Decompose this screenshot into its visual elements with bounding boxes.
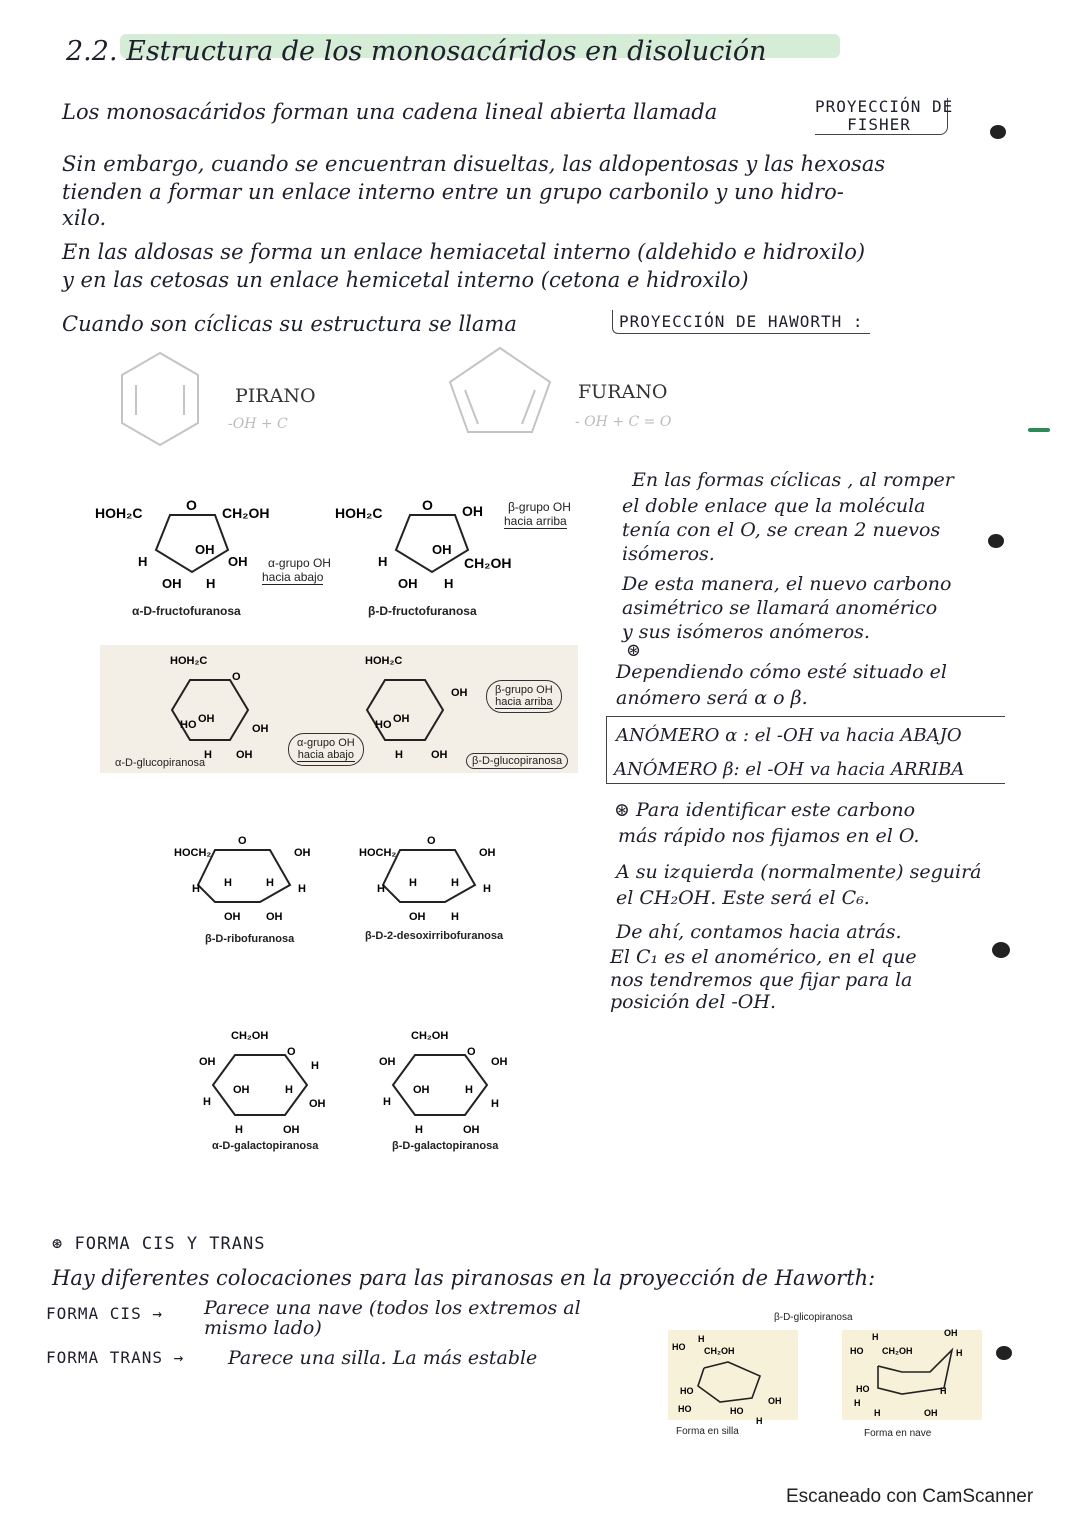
svg-text:HOCH₂: HOCH₂ <box>174 847 212 859</box>
side-note-9: anómero será α o β. <box>616 687 808 709</box>
margin-dot-4 <box>996 1346 1012 1360</box>
svg-text:OH: OH <box>379 1056 396 1068</box>
svg-text:OH: OH <box>479 847 496 859</box>
cis-text-2: mismo lado) <box>204 1317 322 1339</box>
svg-text:OH: OH <box>252 723 269 735</box>
beta-gluco-note-2: hacia arriba <box>495 696 553 708</box>
svg-text:O: O <box>238 835 247 847</box>
svg-text:OH: OH <box>195 542 215 557</box>
svg-text:CH₂OH: CH₂OH <box>231 1030 269 1042</box>
tip-1: ⊛ Para identificar este carbono <box>614 799 916 821</box>
svg-text:O: O <box>422 497 433 513</box>
para2-line-3: xilo. <box>62 206 107 230</box>
svg-text:OH: OH <box>224 911 241 923</box>
svg-text:OH: OH <box>491 1056 508 1068</box>
chair-form-structure <box>668 1328 798 1428</box>
chair-top-label: β-D-glicopiranosa <box>774 1312 853 1323</box>
svg-text:OH: OH <box>236 749 253 761</box>
svg-text:H: H <box>415 1124 423 1135</box>
asterisk-icon: ⊛ <box>626 640 642 661</box>
svg-text:OH: OH <box>199 1056 216 1068</box>
tip-4: el CH₂OH. Este será el C₆. <box>616 887 870 909</box>
svg-text:HO: HO <box>375 719 392 731</box>
margin-dot-3 <box>992 942 1010 958</box>
svg-text:O: O <box>467 1046 476 1058</box>
svg-text:H: H <box>204 749 212 761</box>
svg-text:H: H <box>874 1408 881 1418</box>
svg-text:H: H <box>285 1084 293 1096</box>
svg-text:CH₂OH: CH₂OH <box>222 505 270 521</box>
boat-form-name: Forma en nave <box>864 1428 932 1439</box>
beta-glucopyranose-name: β-D-glucopiranosa <box>466 753 568 769</box>
svg-text:H: H <box>224 877 232 889</box>
svg-text:CH₂OH: CH₂OH <box>411 1030 449 1042</box>
beta-glucopyranose-structure <box>355 650 495 765</box>
svg-text:OH: OH <box>198 713 215 725</box>
svg-text:O: O <box>427 835 436 847</box>
svg-text:H: H <box>940 1386 947 1396</box>
svg-text:OH: OH <box>944 1328 958 1338</box>
svg-text:H: H <box>378 554 388 569</box>
svg-text:H: H <box>483 883 491 895</box>
svg-text:OH: OH <box>162 576 182 590</box>
svg-text:H: H <box>854 1398 861 1408</box>
para3-line-2: y en las cetosas un enlace hemicetal interno (cetona e hidroxilo) <box>62 268 749 292</box>
svg-text:H: H <box>451 877 459 889</box>
svg-text:OH: OH <box>432 542 452 557</box>
svg-text:OH: OH <box>309 1098 326 1110</box>
svg-text:O: O <box>287 1046 296 1058</box>
cis-trans-line-1: Hay diferentes colocaciones para las piranosas en la proyección de Haworth: <box>52 1266 876 1290</box>
svg-text:HOH₂C: HOH₂C <box>335 505 383 521</box>
svg-text:H: H <box>465 1084 473 1096</box>
haworth-box: PROYECCIÓN DE HAWORTH : <box>612 310 870 334</box>
pyran-label: PIRANO <box>235 385 316 407</box>
tip-2: más rápido nos fijamos en el O. <box>618 825 920 847</box>
alpha-galactopyranose-name: α-D-galactopiranosa <box>212 1140 319 1152</box>
svg-text:H: H <box>383 1096 391 1108</box>
beta-galactopyranose-name: β-D-galactopiranosa <box>392 1140 499 1152</box>
svg-text:H: H <box>311 1060 319 1072</box>
pyran-ring <box>110 345 210 460</box>
svg-text:H: H <box>298 883 306 895</box>
boat-form-structure <box>842 1322 982 1422</box>
svg-text:HO: HO <box>678 1404 692 1414</box>
anomer-alpha: ANÓMERO α : el -OH va hacia ABAJO <box>616 725 962 746</box>
side-note-3: tenía con el O, se crean 2 nuevos <box>622 519 941 541</box>
beta-fructo-note-2: hacia arriba <box>504 514 567 528</box>
svg-text:OH: OH <box>233 1084 250 1096</box>
beta-ribofuranose-structure <box>170 830 330 925</box>
svg-text:H: H <box>206 576 216 590</box>
side-note-6: asimétrico se llamará anomérico <box>622 597 938 619</box>
svg-text:HO: HO <box>730 1406 744 1416</box>
alpha-glucopyranose-structure <box>160 650 300 765</box>
svg-text:H: H <box>192 883 200 895</box>
svg-text:H: H <box>956 1348 963 1358</box>
svg-text:H: H <box>203 1096 211 1108</box>
cis-label: FORMA CIS → <box>46 1304 163 1323</box>
svg-text:HOCH₂: HOCH₂ <box>359 847 397 859</box>
alpha-galactopyranose-structure <box>195 1025 335 1135</box>
svg-text:H: H <box>451 911 459 923</box>
trans-text: Parece una silla. La más estable <box>228 1347 538 1369</box>
svg-text:O: O <box>232 671 241 683</box>
beta-deoxyribofuranose-structure <box>355 830 515 925</box>
beta-fructo-note-1: β-grupo OH <box>508 500 571 514</box>
fisher-label-2: FISHER <box>847 115 911 134</box>
svg-text:H: H <box>756 1416 763 1426</box>
page-title: 2.2. Estructura de los monosacáridos en disolución <box>66 36 767 67</box>
fisher-label-1: PROYECCIÓN DE <box>815 97 954 116</box>
para2-line-1: Sin embargo, cuando se encuentran disueltas, las aldopentosas y las hexosas <box>62 152 886 176</box>
svg-text:HOH₂C: HOH₂C <box>365 655 403 667</box>
svg-text:H: H <box>409 877 417 889</box>
margin-green-mark <box>1028 428 1050 432</box>
alpha-gluco-note <box>288 733 364 766</box>
beta-deoxyribofuranose-name: β-D-2-desoxirribofuranosa <box>365 930 504 942</box>
svg-text:OH: OH <box>431 749 448 761</box>
svg-text:H: H <box>266 877 274 889</box>
para2-line-2: tienden a formar un enlace interno entre un grupo carbonilo y uno hidro- <box>62 180 844 204</box>
side-note-2: el doble enlace que la molécula <box>622 495 926 517</box>
svg-text:HO: HO <box>180 719 197 731</box>
side-note-5: De esta manera, el nuevo carbono <box>622 573 952 595</box>
svg-text:OH: OH <box>768 1396 782 1406</box>
svg-text:H: H <box>395 749 403 761</box>
beta-fructofuranose-structure <box>330 490 530 590</box>
svg-text:OH: OH <box>393 713 410 725</box>
svg-text:OH: OH <box>398 576 418 590</box>
svg-text:O: O <box>186 497 197 513</box>
haworth-line: Cuando son cíclicas su estructura se llama <box>62 312 517 336</box>
svg-text:H: H <box>444 576 454 590</box>
furan-sub: - OH + C = O <box>575 414 672 430</box>
alpha-fructofuranose-name: α-D-fructofuranosa <box>132 604 241 618</box>
pyran-sub: -OH + C <box>228 416 288 432</box>
svg-text:H: H <box>698 1334 705 1344</box>
tip-6: El C₁ es el anomérico, en el que <box>610 946 917 968</box>
tip-3: A su izquierda (normalmente) seguirá <box>616 861 982 883</box>
alpha-gluco-note-2: hacia abajo <box>297 749 354 761</box>
svg-text:H: H <box>138 554 148 569</box>
alpha-gluco-note-1: α-grupo OH <box>297 737 355 749</box>
svg-text:OH: OH <box>463 1124 480 1135</box>
beta-galactopyranose-structure <box>375 1025 515 1135</box>
svg-text:OH: OH <box>462 503 483 519</box>
furan-ring <box>440 340 560 440</box>
side-note-8: Dependiendo cómo esté situado el <box>616 661 947 683</box>
svg-text:HO: HO <box>680 1386 694 1396</box>
svg-text:CH₂OH: CH₂OH <box>704 1346 735 1356</box>
para3-line-1: En las aldosas se forma un enlace hemiacetal interno (aldehido e hidroxilo) <box>62 240 866 264</box>
svg-text:OH: OH <box>266 911 283 923</box>
tip-5: De ahí, contamos hacia atrás. <box>616 921 902 943</box>
intro-line-1: Los monosacáridos forman una cadena lineal abierta llamada <box>62 100 718 124</box>
svg-text:HO: HO <box>850 1346 864 1356</box>
svg-text:CH₂OH: CH₂OH <box>882 1346 913 1356</box>
margin-dot-1 <box>990 125 1006 139</box>
svg-text:H: H <box>235 1124 243 1135</box>
side-note-7: y sus isómeros anómeros. <box>622 621 870 643</box>
svg-text:HO: HO <box>672 1342 686 1352</box>
alpha-glucopyranose-name: α-D-glucopiranosa <box>115 757 206 769</box>
svg-text:OH: OH <box>409 911 426 923</box>
alpha-fructo-note-1: α-grupo OH <box>268 556 331 570</box>
fisher-box <box>815 97 954 135</box>
tip-8: posición del -OH. <box>610 991 776 1013</box>
svg-text:OH: OH <box>924 1408 938 1418</box>
cis-text-1: Parece una nave (todos los extremos al <box>204 1297 581 1319</box>
anomer-beta: ANÓMERO β: el -OH va hacia ARRIBA <box>614 759 965 780</box>
svg-text:HO: HO <box>856 1384 870 1394</box>
beta-gluco-note <box>486 680 562 713</box>
scanner-watermark: Escaneado con CamScanner <box>786 1486 1034 1507</box>
svg-text:OH: OH <box>451 687 468 699</box>
svg-text:H: H <box>491 1098 499 1110</box>
alpha-fructo-note-2: hacia abajo <box>262 570 324 584</box>
chair-form-name: Forma en silla <box>676 1426 739 1437</box>
svg-text:H: H <box>872 1332 879 1342</box>
svg-text:HOH₂C: HOH₂C <box>170 655 208 667</box>
margin-dot-2 <box>988 534 1004 548</box>
svg-text:OH: OH <box>413 1084 430 1096</box>
svg-text:CH₂OH: CH₂OH <box>464 555 512 571</box>
side-note-1: En las formas cíclicas , al romper <box>632 469 954 491</box>
beta-ribofuranose-name: β-D-ribofuranosa <box>205 933 295 945</box>
furan-label: FURANO <box>578 381 668 403</box>
side-note-4: isómeros. <box>622 543 715 565</box>
beta-gluco-note-1: β-grupo OH <box>495 684 553 696</box>
svg-text:OH: OH <box>294 847 311 859</box>
trans-label: FORMA TRANS → <box>46 1348 185 1367</box>
cis-trans-heading: ⊛ FORMA CIS Y TRANS <box>52 1234 266 1254</box>
svg-text:H: H <box>377 883 385 895</box>
tip-7: nos tendremos que fijar para la <box>610 969 913 991</box>
svg-text:OH: OH <box>228 554 248 569</box>
svg-text:HOH₂C: HOH₂C <box>95 505 143 521</box>
svg-text:OH: OH <box>283 1124 300 1135</box>
beta-fructofuranose-name: β-D-fructofuranosa <box>368 604 477 618</box>
